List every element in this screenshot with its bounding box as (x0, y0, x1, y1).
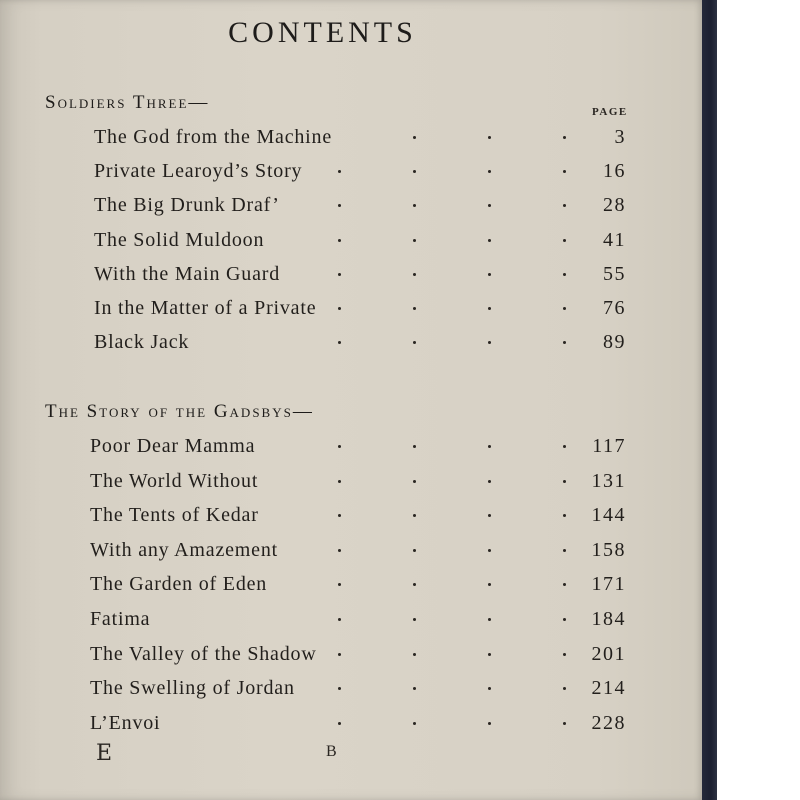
leader-dot (488, 618, 491, 621)
leader-dot (413, 722, 416, 725)
toc-entry (0, 126, 640, 156)
leader-dot (488, 204, 491, 207)
leader-dot (338, 170, 341, 173)
toc-entry-title: The God from the Machine (94, 126, 333, 148)
toc-entry (0, 504, 640, 534)
leader-dot (338, 307, 341, 310)
toc-entry-page: 41 (603, 229, 626, 251)
toc-entry-title: Fatima (90, 608, 151, 630)
toc-entry (0, 573, 640, 603)
toc-entry (0, 470, 640, 500)
leader-dot (413, 204, 416, 207)
toc-entry-page: 3 (614, 126, 626, 148)
leader-dot (338, 687, 341, 690)
leader-dot (338, 204, 341, 207)
leader-dot (563, 136, 566, 139)
toc-entry-page: 76 (603, 297, 626, 319)
leader-dot (488, 583, 491, 586)
toc-entry-title: The Big Drunk Draf’ (94, 194, 280, 216)
leader-dot (413, 583, 416, 586)
leader-dot (563, 204, 566, 207)
toc-entry (0, 643, 640, 673)
leader-dot (488, 341, 491, 344)
toc-entry-page: 214 (591, 677, 626, 699)
toc-entry-page: 131 (591, 470, 626, 492)
toc-entry-title: With the Main Guard (94, 263, 281, 285)
leader-dot (488, 514, 491, 517)
page-column-label: PAGE (592, 106, 628, 118)
section-title-soldiers-three: Soldiers Three— (45, 92, 210, 113)
leader-dot (488, 170, 491, 173)
leader-dot (563, 687, 566, 690)
leader-dot (488, 239, 491, 242)
toc-entry (0, 331, 640, 361)
leader-dot (413, 445, 416, 448)
leader-dot (413, 170, 416, 173)
leader-dot (338, 239, 341, 242)
leader-dot (338, 480, 341, 483)
leader-dot (563, 480, 566, 483)
leader-dot (488, 480, 491, 483)
section-title-gadsbys: The Story of the Gadsbys— (45, 401, 314, 422)
leader-dot (338, 549, 341, 552)
toc-entry-title: Private Learoyd’s Story (94, 160, 303, 182)
toc-entry-title: The World Without (90, 470, 259, 492)
toc-entry-title: The Solid Muldoon (94, 229, 265, 251)
leader-dot (413, 341, 416, 344)
leader-dot (563, 514, 566, 517)
leader-dot (338, 514, 341, 517)
leader-dot (488, 445, 491, 448)
leader-dot (563, 722, 566, 725)
leader-dot (488, 136, 491, 139)
leader-dot (413, 480, 416, 483)
leader-dot (338, 583, 341, 586)
leader-dot (563, 239, 566, 242)
toc-entry (0, 297, 640, 327)
toc-entry (0, 608, 640, 638)
leader-dot (563, 445, 566, 448)
toc-entry-title: The Tents of Kedar (90, 504, 259, 526)
leader-dot (563, 273, 566, 276)
leader-dot (488, 307, 491, 310)
leader-dot (563, 583, 566, 586)
leader-dot (338, 722, 341, 725)
toc-entry-title: Black Jack (94, 331, 190, 353)
toc-entry-title: The Valley of the Shadow (90, 643, 317, 665)
leader-dot (413, 549, 416, 552)
toc-entry-page: 201 (591, 643, 626, 665)
toc-entry-page: 228 (591, 712, 626, 734)
leader-dot (563, 653, 566, 656)
toc-entry (0, 194, 640, 224)
leader-dot (413, 687, 416, 690)
toc-entry-title: In the Matter of a Private (94, 297, 317, 319)
toc-entry-page: 184 (591, 608, 626, 630)
leader-dot (338, 273, 341, 276)
leader-dot (413, 239, 416, 242)
toc-entry-page: 28 (603, 194, 626, 216)
leader-dot (338, 341, 341, 344)
toc-entry-page: 89 (603, 331, 626, 353)
leader-dot (413, 307, 416, 310)
toc-entry-page: 158 (591, 539, 626, 561)
leader-dot (563, 170, 566, 173)
toc-entry (0, 712, 640, 742)
page-title: CONTENTS (228, 16, 417, 49)
leader-dot (563, 307, 566, 310)
toc-entry (0, 229, 640, 259)
toc-entry (0, 263, 640, 293)
leader-dot (338, 445, 341, 448)
leader-dot (413, 136, 416, 139)
toc-entry (0, 539, 640, 569)
leader-dot (563, 341, 566, 344)
leader-dot (488, 687, 491, 690)
toc-entry-page: 117 (592, 435, 626, 457)
leader-dot (338, 618, 341, 621)
book-cover-edge (702, 0, 717, 800)
toc-entry (0, 160, 640, 190)
toc-entry-page: 55 (603, 263, 626, 285)
toc-entry-page: 144 (591, 504, 626, 526)
toc-entry (0, 677, 640, 707)
leader-dot (413, 514, 416, 517)
signature-mark: E (96, 741, 113, 766)
leader-dot (413, 653, 416, 656)
leader-dot (488, 273, 491, 276)
toc-entry-title: The Garden of Eden (90, 573, 268, 595)
leader-dot (563, 618, 566, 621)
leader-dot (488, 722, 491, 725)
leader-dot (563, 549, 566, 552)
toc-entry-title: With any Amazement (90, 539, 278, 561)
leader-dot (488, 549, 491, 552)
leader-dot (488, 653, 491, 656)
leader-dot (413, 618, 416, 621)
toc-entry-title: The Swelling of Jordan (90, 677, 295, 699)
toc-entry-title: L’Envoi (90, 712, 161, 734)
toc-entry (0, 435, 640, 465)
leader-dot (338, 653, 341, 656)
toc-entry-page: 16 (603, 160, 626, 182)
toc-entry-title: Poor Dear Mamma (90, 435, 256, 457)
toc-entry-page: 171 (591, 573, 626, 595)
signature-letter: B (326, 743, 337, 760)
leader-dot (413, 273, 416, 276)
